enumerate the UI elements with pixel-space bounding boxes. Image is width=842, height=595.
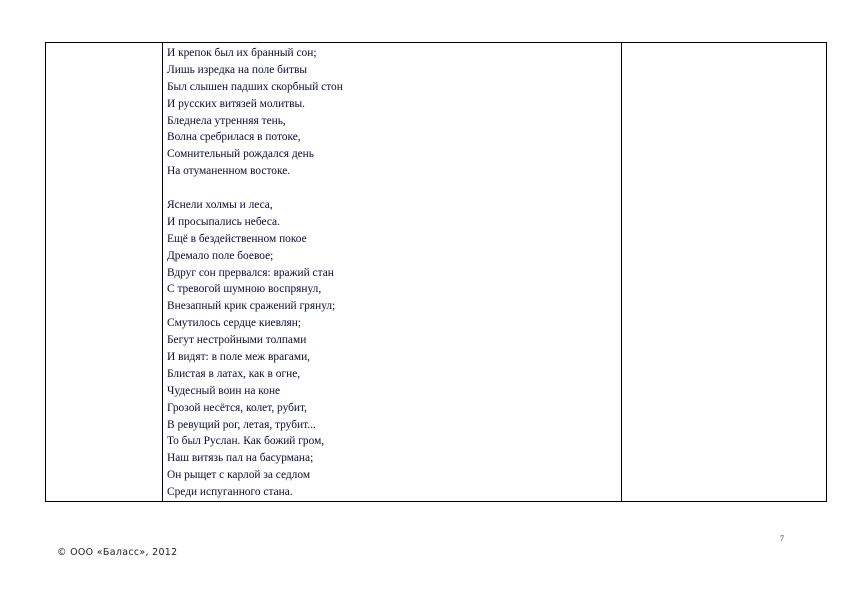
poem-line: Волна сребрилася в потоке,: [167, 131, 301, 144]
poem-line: С тревогой шумною воспрянул,: [167, 283, 322, 296]
poem-line: Наш витязь пал на басурмана;: [167, 452, 314, 465]
poem-line: И русских витязей молитвы.: [167, 97, 306, 110]
poem-line: Вдруг сон прервался: вражий стан: [167, 266, 334, 279]
page-number: 7: [780, 534, 784, 543]
copyright-notice: © ООО «Баласс», 2012: [57, 547, 178, 558]
poem-line: То был Руслан. Как божий гром,: [167, 435, 325, 448]
poem-text: [163, 43, 621, 501]
poem-line: Лишь изредка на поле битвы: [167, 63, 308, 76]
poem-line: Дремало поле боевое;: [167, 249, 274, 262]
table-row: [46, 43, 827, 502]
poem-line: Смутилось сердце киевлян;: [167, 317, 302, 330]
poem-line: Грозой несётся, колет, рубит,: [167, 401, 307, 414]
poem-line: И просыпались небеса.: [167, 215, 280, 228]
poem-line: Чудесный воин на коне: [167, 384, 281, 397]
poem-line: Среди испуганного стана.: [167, 486, 293, 499]
poem-line: Был слышен падших скорбный стон: [167, 80, 343, 93]
poem-line: Бегут нестройными толпами: [167, 334, 307, 347]
poem-line: На отуманенном востоке.: [167, 165, 291, 178]
poem-line: Он рыщет с карлой за седлом: [167, 469, 311, 482]
poem-line: И крепок был их бранный сон;: [167, 47, 317, 59]
poem-line: И видят: в поле меж врагами,: [167, 351, 311, 364]
poem-line: Сомнительный рождался день: [167, 148, 314, 161]
content-table: [45, 42, 827, 502]
poem-line: Внезапный крик сражений грянул;: [167, 300, 336, 313]
poem-line: Яснели холмы и леса,: [167, 199, 273, 212]
stanza-gap: [167, 180, 621, 197]
right-column-cell: [622, 43, 827, 502]
poem-line: Блистая в латах, как в огне,: [167, 367, 301, 380]
poem-line: Ещё в бездейственном покое: [167, 232, 307, 245]
poem-line: Бледнела утренняя тень,: [167, 114, 286, 127]
left-column-cell: [46, 43, 163, 502]
poem-line: В ревущий рог, летая, трубит...: [167, 418, 316, 431]
poem-cell: [163, 43, 622, 502]
